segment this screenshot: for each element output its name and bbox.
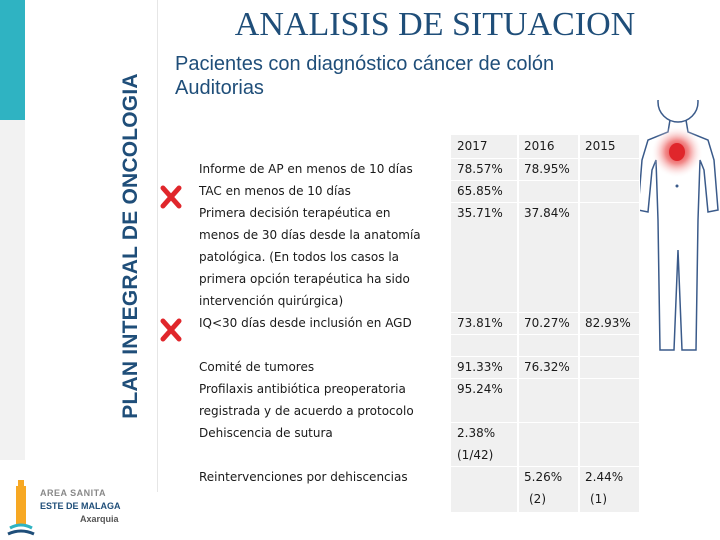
cell-2017: 2.38% bbox=[457, 426, 496, 440]
human-body-icon bbox=[640, 100, 720, 360]
x-mark-icon bbox=[160, 185, 182, 209]
lighthouse-logo-icon bbox=[6, 478, 36, 536]
cell-2017: 78.57% bbox=[457, 162, 503, 176]
row-label: intervención quirúrgica) bbox=[199, 294, 344, 308]
cell-2015-detail: (1) bbox=[590, 492, 607, 506]
cell-2016: 37.84% bbox=[524, 206, 570, 220]
cell-2017: 91.33% bbox=[457, 360, 503, 374]
cell-2016: 5.26% bbox=[524, 470, 563, 484]
row-label: Comité de tumores bbox=[199, 360, 315, 374]
cell-2016: 76.32% bbox=[524, 360, 570, 374]
grid-line bbox=[451, 334, 639, 335]
cell-2016: 78.95% bbox=[524, 162, 570, 176]
row-label: patológica. (En todos los casos la bbox=[199, 250, 400, 264]
cell-2017: 35.71% bbox=[457, 206, 503, 220]
cell-2015: 82.93% bbox=[585, 316, 631, 330]
row-label: IQ<30 días desde inclusión en AGD bbox=[199, 316, 412, 330]
row-label: TAC en menos de 10 días bbox=[199, 184, 351, 198]
cell-2017: 95.24% bbox=[457, 382, 503, 396]
row-label: Primera decisión terapéutica en bbox=[199, 206, 391, 220]
cell-2016: 70.27% bbox=[524, 316, 570, 330]
cell-2017-detail: (1/42) bbox=[457, 448, 494, 462]
subtitle-line-1: Pacientes con diagnóstico cáncer de colón bbox=[175, 53, 555, 75]
year-2015-header: 2015 bbox=[585, 139, 616, 153]
cell-2017: 73.81% bbox=[457, 316, 503, 330]
row-label: menos de 30 días desde la anatomía bbox=[199, 228, 421, 242]
vertical-title-panel bbox=[105, 0, 158, 492]
row-label: Profilaxis antibiótica preoperatoria bbox=[199, 382, 406, 396]
logo-line-2: ESTE DE MALAGA bbox=[40, 501, 121, 511]
audit-table bbox=[193, 135, 641, 512]
cell-2015: 2.44% bbox=[585, 470, 624, 484]
year-2016-header: 2016 bbox=[524, 139, 555, 153]
side-title: PLAN INTEGRAL DE ONCOLOGIA bbox=[119, 73, 142, 419]
cell-2016-detail: (2) bbox=[529, 492, 546, 506]
row-label: registrada y de acuerdo a protocolo bbox=[199, 404, 414, 418]
row-label: Reintervenciones por dehiscencias bbox=[199, 470, 408, 484]
row-label: primera opción terapéutica ha sido bbox=[199, 272, 410, 286]
subtitle bbox=[175, 52, 635, 100]
logo-line-3: Axarquia bbox=[80, 514, 119, 524]
row-label: Dehiscencia de sutura bbox=[199, 426, 333, 440]
page-title: ANALISIS DE SITUACION bbox=[234, 6, 636, 43]
area-sanitaria-logo bbox=[0, 468, 140, 538]
x-mark-icon bbox=[160, 318, 182, 342]
accent-bar bbox=[0, 0, 25, 120]
row-label: Informe de AP en menos de 10 días bbox=[199, 162, 413, 176]
subtitle-line-2: Auditorias bbox=[175, 77, 264, 99]
year-2017-header: 2017 bbox=[457, 139, 488, 153]
logo-line-1: AREA SANITA bbox=[40, 488, 106, 498]
accent-bar-lower bbox=[0, 120, 25, 460]
cell-2017: 65.85% bbox=[457, 184, 503, 198]
